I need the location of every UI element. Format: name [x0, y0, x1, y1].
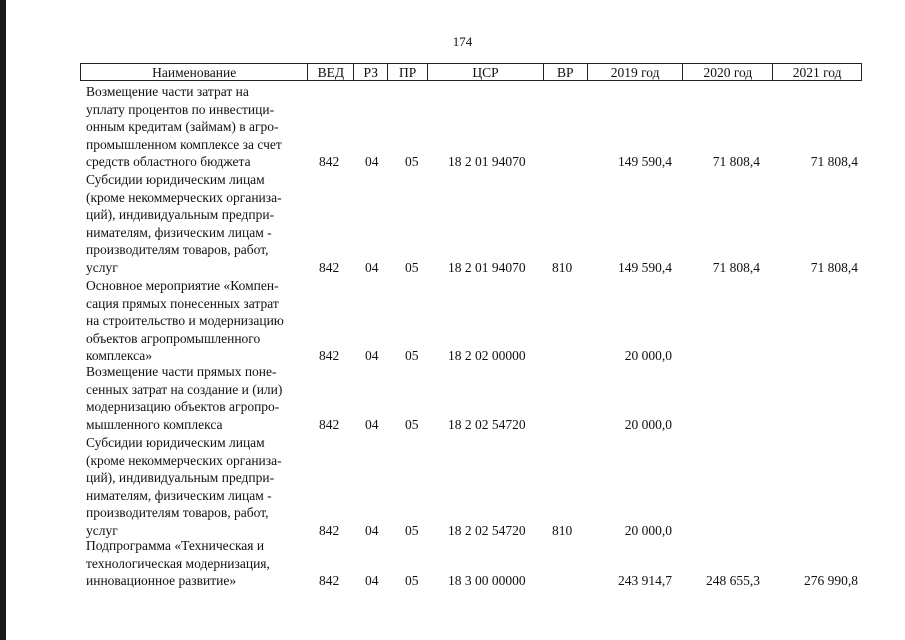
csr-cell: 18 2 01 94070: [448, 259, 526, 275]
ved-cell: 842: [319, 522, 340, 538]
amount-2020-cell: 71 808,4: [712, 259, 760, 275]
header-vr: ВР: [544, 64, 588, 80]
table-row: [80, 83, 862, 171]
amount-2021-cell: 276 990,8: [804, 573, 858, 588]
header-name: Наименование: [81, 64, 308, 80]
table-row: [80, 537, 862, 590]
csr-cell: 18 2 02 00000: [448, 348, 526, 363]
row-name-line: (кроме некоммерческих организа-: [86, 452, 282, 468]
csr-cell: 18 2 02 54720: [448, 522, 526, 538]
amount-2019-cell: 149 590,4: [618, 154, 672, 169]
row-name-line: Субсидии юридическим лицам: [86, 435, 265, 450]
row-name: [86, 83, 312, 171]
header-2020: 2020 год: [683, 64, 773, 80]
pr-cell: 05: [405, 416, 419, 432]
vr-cell: 810: [552, 259, 573, 275]
amount-2021-cell: 71 808,4: [810, 259, 858, 275]
header-rz: РЗ: [354, 64, 388, 80]
rz-cell: 04: [365, 154, 379, 169]
ved-cell: 842: [319, 416, 340, 432]
row-name-line: объектов агропромышленного: [86, 330, 261, 346]
table-row: [80, 434, 862, 539]
pr-cell: 05: [405, 154, 419, 169]
row-name-line: промышленном комплексе за счет: [86, 136, 282, 152]
csr-cell: 18 2 01 94070: [448, 154, 526, 169]
csr-cell: 18 3 00 00000: [448, 573, 526, 588]
row-name-line: технологическая модернизация,: [86, 555, 270, 571]
header-ved: ВЕД: [308, 64, 354, 80]
ved-cell: 842: [319, 573, 340, 588]
header-pr: ПР: [388, 64, 428, 80]
rz-cell: 04: [365, 416, 379, 432]
amount-2021-cell: 71 808,4: [810, 154, 858, 169]
row-name-line: онным кредитам (займам) в агро-: [86, 119, 279, 134]
rz-cell: 04: [365, 522, 379, 538]
row-name-line: инновационное развитие»: [86, 573, 237, 588]
row-name-line: услуг: [86, 522, 118, 538]
row-name: [86, 277, 312, 365]
amount-2019-cell: 20 000,0: [624, 522, 672, 538]
row-name-line: (кроме некоммерческих организа-: [86, 189, 282, 205]
row-name-line: Субсидии юридическим лицам: [86, 172, 265, 187]
pr-cell: 05: [405, 573, 419, 588]
table-row: [80, 171, 862, 276]
row-name-line: производителям товаров, работ,: [86, 242, 269, 257]
amount-2020-cell: 71 808,4: [712, 154, 760, 169]
amount-2019-cell: 20 000,0: [624, 416, 672, 432]
row-name-line: сенных затрат на создание и (или): [86, 381, 283, 397]
row-name-line: нимателям, физическим лицам -: [86, 224, 272, 240]
ved-cell: 842: [319, 348, 340, 363]
rz-cell: 04: [365, 348, 379, 363]
rz-cell: 04: [365, 573, 379, 588]
amount-2019-cell: 20 000,0: [624, 348, 672, 363]
row-name-line: Возмещение части прямых поне-: [86, 364, 277, 379]
row-name-line: услуг: [86, 259, 118, 275]
row-name: [86, 363, 312, 433]
row-name-line: ций), индивидуальным предпри-: [86, 470, 275, 485]
pr-cell: 05: [405, 259, 419, 275]
row-name-line: комплекса»: [86, 348, 152, 363]
csr-cell: 18 2 02 54720: [448, 416, 526, 432]
row-name: [86, 537, 312, 590]
rz-cell: 04: [365, 259, 379, 275]
row-name-line: средств областного бюджета: [86, 154, 251, 169]
amount-2020-cell: 248 655,3: [706, 573, 760, 588]
pr-cell: 05: [405, 522, 419, 538]
row-name-line: Основное мероприятие «Компен-: [86, 278, 279, 293]
row-name-line: мышленного комплекса: [86, 416, 223, 432]
header-csr: ЦСР: [428, 64, 544, 80]
table-row: [80, 277, 862, 365]
row-name-line: сация прямых понесенных затрат: [86, 295, 279, 311]
row-name-line: нимателям, физическим лицам -: [86, 487, 272, 503]
row-name-line: на строительство и модернизацию: [86, 313, 284, 328]
row-name-line: Подпрограмма «Техническая и: [86, 538, 265, 553]
row-name-line: ций), индивидуальным предпри-: [86, 207, 275, 222]
row-name: [86, 434, 312, 539]
ved-cell: 842: [319, 154, 340, 169]
row-name-line: производителям товаров, работ,: [86, 505, 269, 520]
row-name-line: Возмещение части затрат на: [86, 84, 249, 99]
row-name-line: уплату процентов по инвестици-: [86, 101, 275, 117]
header-2019: 2019 год: [588, 64, 684, 80]
header-2021: 2021 год: [792, 65, 842, 80]
scan-edge-bar: [0, 0, 6, 640]
amount-2019-cell: 149 590,4: [618, 259, 672, 275]
row-name: [86, 171, 312, 276]
vr-cell: 810: [552, 522, 573, 538]
ved-cell: 842: [319, 259, 340, 275]
table-row: [80, 363, 862, 433]
table-header: [80, 63, 862, 81]
row-name-line: модернизацию объектов агропро-: [86, 399, 280, 414]
pr-cell: 05: [405, 348, 419, 363]
amount-2019-cell: 243 914,7: [618, 573, 672, 588]
page-number: 174: [452, 34, 473, 49]
